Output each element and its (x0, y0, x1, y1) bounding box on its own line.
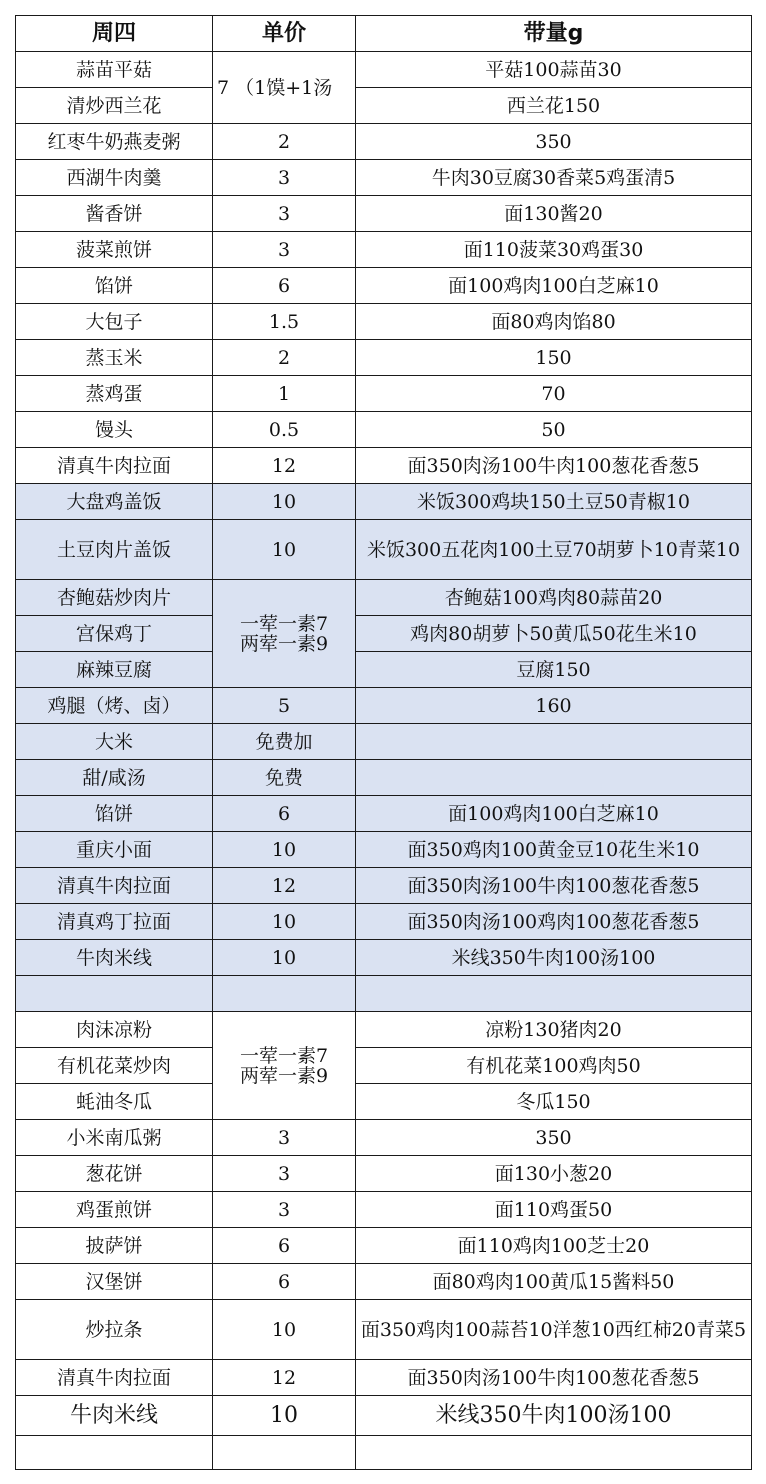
dish-amount: 平菇100蒜苗30 (356, 52, 752, 88)
empty-cell (356, 976, 752, 1012)
dish-price: 10 (213, 832, 356, 868)
combo-price: 7 （1馍+1汤 (213, 52, 356, 124)
dish-price: 3 (213, 196, 356, 232)
header-amount: 带量g (356, 16, 752, 52)
dish-amount: 米饭300五花肉100土豆70胡萝卜10青菜10 (356, 520, 752, 580)
dish-amount: 350 (356, 124, 752, 160)
dish-name: 小米南瓜粥 (16, 1120, 213, 1156)
dish-name: 馅饼 (16, 796, 213, 832)
dish-amount: 面350鸡肉100黄金豆10花生米10 (356, 832, 752, 868)
empty-cell (213, 976, 356, 1012)
empty-cell (16, 976, 213, 1012)
table-row (16, 832, 752, 868)
dish-price: 12 (213, 868, 356, 904)
dish-amount: 面130酱20 (356, 196, 752, 232)
dish-name: 大包子 (16, 304, 213, 340)
dish-name: 清真牛肉拉面 (16, 868, 213, 904)
dish-name: 馅饼 (16, 268, 213, 304)
dish-price: 3 (213, 1120, 356, 1156)
table-row (16, 1120, 752, 1156)
dish-name: 酱香饼 (16, 196, 213, 232)
dish-name: 菠菜煎饼 (16, 232, 213, 268)
dish-price: 2 (213, 124, 356, 160)
dish-amount (356, 760, 752, 796)
dish-amount: 150 (356, 340, 752, 376)
dish-name: 重庆小面 (16, 832, 213, 868)
table-row (16, 688, 752, 724)
dish-price: 10 (213, 904, 356, 940)
dish-amount: 面130小葱20 (356, 1156, 752, 1192)
dish-amount: 160 (356, 688, 752, 724)
dish-price: 12 (213, 448, 356, 484)
dish-name: 炒拉条 (16, 1300, 213, 1360)
table-row (16, 304, 752, 340)
dish-name: 牛肉米线 (16, 940, 213, 976)
table-row (16, 1012, 752, 1048)
table-row (16, 1084, 752, 1120)
table-row (16, 88, 752, 124)
dish-name: 蚝油冬瓜 (16, 1084, 213, 1120)
dish-amount: 米线350牛肉100汤100 (356, 1396, 752, 1436)
dish-name: 清真牛肉拉面 (16, 448, 213, 484)
dish-price: 3 (213, 1156, 356, 1192)
dish-amount: 西兰花150 (356, 88, 752, 124)
table-row (16, 1360, 752, 1396)
table-row (16, 448, 752, 484)
dish-name: 清炒西兰花 (16, 88, 213, 124)
table-row (16, 616, 752, 652)
table-row (16, 1264, 752, 1300)
dish-name: 杏鲍菇炒肉片 (16, 580, 213, 616)
table-row (16, 1156, 752, 1192)
dish-amount: 面80鸡肉馅80 (356, 304, 752, 340)
dish-name: 葱花饼 (16, 1156, 213, 1192)
table-row (16, 904, 752, 940)
dish-name: 蒜苗平菇 (16, 52, 213, 88)
header-price: 单价 (213, 16, 356, 52)
dish-amount: 冬瓜150 (356, 1084, 752, 1120)
table-row (16, 652, 752, 688)
table-row (16, 52, 752, 88)
dish-name: 大盘鸡盖饭 (16, 484, 213, 520)
dish-amount: 米饭300鸡块150土豆50青椒10 (356, 484, 752, 520)
table-row (16, 1048, 752, 1084)
dish-price: 5 (213, 688, 356, 724)
dish-amount: 豆腐150 (356, 652, 752, 688)
dish-amount: 牛肉30豆腐30香菜5鸡蛋清5 (356, 160, 752, 196)
table-row (16, 340, 752, 376)
table-row (16, 196, 752, 232)
dish-price: 1 (213, 376, 356, 412)
dish-price: 6 (213, 1264, 356, 1300)
combo-price: 一荤一素7 两荤一素9 (213, 580, 356, 688)
dish-name: 清真牛肉拉面 (16, 1360, 213, 1396)
dish-price: 6 (213, 1228, 356, 1264)
dish-name: 馒头 (16, 412, 213, 448)
header-day: 周四 (16, 16, 213, 52)
dish-price: 免费 (213, 760, 356, 796)
dish-price: 10 (213, 520, 356, 580)
dish-name: 鸡腿（烤、卤） (16, 688, 213, 724)
table-row (16, 1300, 752, 1360)
empty-row (16, 976, 752, 1012)
dish-amount: 面350肉汤100牛肉100葱花香葱5 (356, 1360, 752, 1396)
table-row (16, 1396, 752, 1436)
dish-price: 3 (213, 232, 356, 268)
dish-amount: 面110菠菜30鸡蛋30 (356, 232, 752, 268)
dish-price: 10 (213, 1396, 356, 1436)
dish-price: 免费加 (213, 724, 356, 760)
empty-cell (356, 1436, 752, 1470)
dish-amount: 面100鸡肉100白芝麻10 (356, 796, 752, 832)
dish-price: 3 (213, 160, 356, 196)
menu-table (15, 15, 752, 1470)
dish-name: 有机花菜炒肉 (16, 1048, 213, 1084)
dish-amount: 面100鸡肉100白芝麻10 (356, 268, 752, 304)
dish-price: 2 (213, 340, 356, 376)
table-row (16, 412, 752, 448)
table-row (16, 1192, 752, 1228)
dish-amount: 50 (356, 412, 752, 448)
table-row (16, 124, 752, 160)
dish-name: 红枣牛奶燕麦粥 (16, 124, 213, 160)
table-row (16, 580, 752, 616)
table-row (16, 868, 752, 904)
dish-name: 披萨饼 (16, 1228, 213, 1264)
dish-amount: 面110鸡肉100芝士20 (356, 1228, 752, 1264)
header-row (16, 16, 752, 52)
table-row (16, 940, 752, 976)
table-row (16, 484, 752, 520)
empty-row (16, 1436, 752, 1470)
dish-price: 6 (213, 796, 356, 832)
table-row (16, 1228, 752, 1264)
dish-name: 肉沫凉粉 (16, 1012, 213, 1048)
dish-price: 3 (213, 1192, 356, 1228)
dish-price: 0.5 (213, 412, 356, 448)
empty-cell (213, 1436, 356, 1470)
combo-price: 一荤一素7 两荤一素9 (213, 1012, 356, 1120)
dish-amount (356, 724, 752, 760)
dish-name: 土豆肉片盖饭 (16, 520, 213, 580)
table-row (16, 760, 752, 796)
dish-name: 宫保鸡丁 (16, 616, 213, 652)
table-row (16, 160, 752, 196)
dish-name: 西湖牛肉羹 (16, 160, 213, 196)
dish-amount: 面350肉汤100鸡肉100葱花香葱5 (356, 904, 752, 940)
table-row (16, 232, 752, 268)
empty-cell (16, 1436, 213, 1470)
dish-name: 甜/咸汤 (16, 760, 213, 796)
dish-name: 牛肉米线 (16, 1396, 213, 1436)
dish-amount: 面350鸡肉100蒜苔10洋葱10西红柿20青菜5 (356, 1300, 752, 1360)
table-row (16, 376, 752, 412)
dish-price: 10 (213, 940, 356, 976)
dish-amount: 米线350牛肉100汤100 (356, 940, 752, 976)
table-row (16, 796, 752, 832)
dish-name: 大米 (16, 724, 213, 760)
dish-amount: 凉粉130猪肉20 (356, 1012, 752, 1048)
dish-name: 汉堡饼 (16, 1264, 213, 1300)
dish-price: 12 (213, 1360, 356, 1396)
dish-price: 6 (213, 268, 356, 304)
dish-price: 10 (213, 1300, 356, 1360)
dish-name: 麻辣豆腐 (16, 652, 213, 688)
dish-price: 1.5 (213, 304, 356, 340)
dish-name: 清真鸡丁拉面 (16, 904, 213, 940)
dish-amount: 面110鸡蛋50 (356, 1192, 752, 1228)
dish-amount: 鸡肉80胡萝卜50黄瓜50花生米10 (356, 616, 752, 652)
dish-name: 蒸玉米 (16, 340, 213, 376)
dish-amount: 350 (356, 1120, 752, 1156)
dish-amount: 70 (356, 376, 752, 412)
table-row (16, 724, 752, 760)
dish-amount: 杏鲍菇100鸡肉80蒜苗20 (356, 580, 752, 616)
table-row (16, 520, 752, 580)
dish-amount: 面80鸡肉100黄瓜15酱料50 (356, 1264, 752, 1300)
dish-amount: 面350肉汤100牛肉100葱花香葱5 (356, 868, 752, 904)
dish-name: 鸡蛋煎饼 (16, 1192, 213, 1228)
dish-amount: 有机花菜100鸡肉50 (356, 1048, 752, 1084)
dish-name: 蒸鸡蛋 (16, 376, 213, 412)
table-row (16, 268, 752, 304)
dish-amount: 面350肉汤100牛肉100葱花香葱5 (356, 448, 752, 484)
dish-price: 10 (213, 484, 356, 520)
